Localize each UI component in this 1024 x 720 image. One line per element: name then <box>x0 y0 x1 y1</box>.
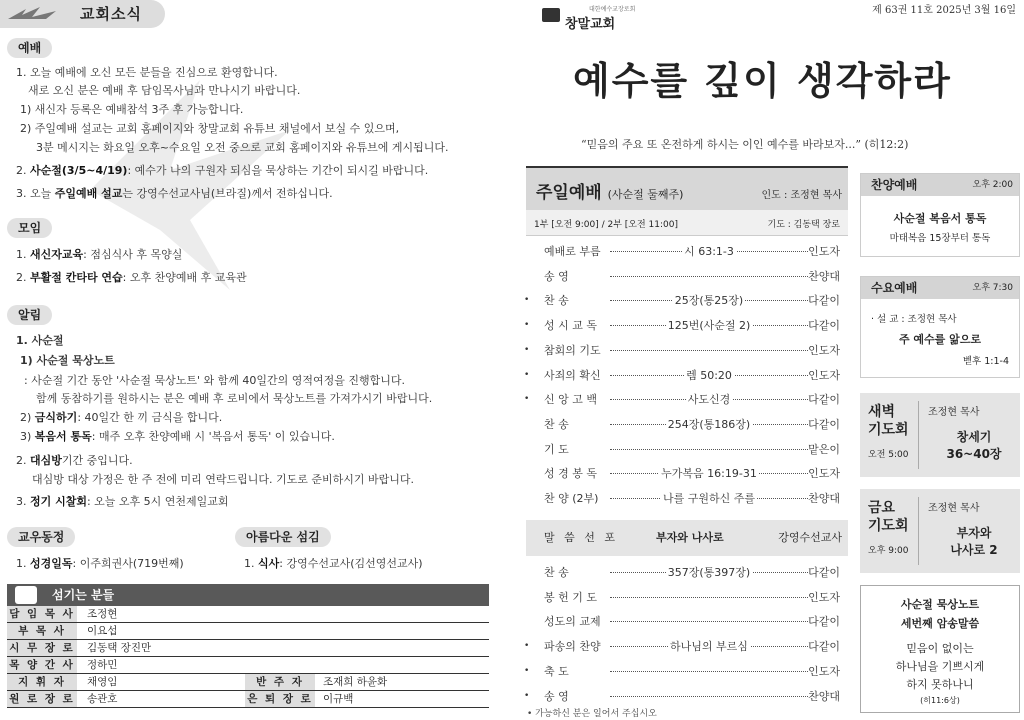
members-row <box>7 623 489 640</box>
order-detail <box>610 635 808 659</box>
fellowship-line: 1. 성경일독: 이주희권사(719번째) <box>16 557 184 570</box>
lent-title-1: 사순절 묵상노트 <box>900 598 980 611</box>
worship-line-5: 3분 메시지는 화요일 오후~수요일 오전 중으로 교회 홈페이지와 유튜브에 게시됩니다. <box>36 141 449 154</box>
sunday-title-text: 주일예배 <box>536 183 602 203</box>
order-row <box>526 265 848 289</box>
notice-9-text: : 오늘 오후 5시 연천제일교회 <box>86 495 229 508</box>
members-row <box>7 606 489 623</box>
order-person: 찬양대 <box>808 492 840 505</box>
members-table <box>7 584 489 708</box>
order-item: 신 앙 고 백 <box>544 393 597 407</box>
praise-time: 오후 2:00 <box>972 180 1013 190</box>
order-item: 송 영 <box>544 269 569 283</box>
fri-title-2: 기도회 <box>868 518 909 534</box>
notice-line-6: 3) 복음서 통독: 매주 오후 찬양예배 시 '복음서 통독' 이 있습니다. <box>20 430 335 443</box>
sunday-title <box>536 178 683 203</box>
worship-line-1: 1. 오늘 예배에 오신 모든 분들을 진심으로 환영합니다. <box>16 66 278 79</box>
bulletin-panel <box>513 0 1024 720</box>
notice-line-1: 1. 사순절 <box>16 334 64 347</box>
order-detail-text: 357장(통397장) <box>667 566 751 579</box>
fellowship-text: : 이주희권사(719번째) <box>72 557 184 570</box>
dawn-text-1: 창세기 <box>956 430 992 444</box>
sunday-order <box>526 166 848 720</box>
stand-marker: • <box>524 369 530 380</box>
praise-service-box <box>860 173 1020 257</box>
meeting-line-1: 1. 새신자교육: 점심식사 후 목양실 <box>16 248 183 261</box>
order-item: 예배로 부름 <box>544 245 601 258</box>
order-row <box>526 413 848 437</box>
church-building-icon <box>542 8 560 22</box>
fellowship-label: 교우동정 <box>7 527 75 547</box>
person: 채영임 <box>87 676 118 688</box>
order-detail-text: 125번(사순절 2) <box>667 319 751 333</box>
praise-title: 찬양예배 <box>871 178 918 192</box>
fri-text-2: 나사로 2 <box>950 543 998 557</box>
stand-marker: • <box>524 690 530 701</box>
order-row <box>526 635 848 659</box>
church-news-panel <box>0 0 497 720</box>
inspection-term: 정기 시찰회 <box>30 495 87 508</box>
divider <box>918 401 919 469</box>
order-person: 다같이 <box>808 417 840 431</box>
person: 이요섭 <box>87 625 118 637</box>
fri-text <box>930 525 1018 559</box>
fri-pastor: 조정현 목사 <box>928 503 980 514</box>
order-detail <box>610 289 808 313</box>
denomination: 대한예수교장로회 <box>589 6 636 13</box>
order-detail-text: 25장(통25장) <box>674 294 744 308</box>
order-row <box>526 586 848 610</box>
members-row <box>7 640 489 657</box>
notice-label: 알림 <box>7 305 52 325</box>
members-row <box>7 691 489 708</box>
wed-scripture: 벧후 1:1-4 <box>962 356 1009 367</box>
service-times: 1부 [오전 9:00] / 2부 [오전 11:00] <box>534 220 679 230</box>
worship-line-7-prefix: 3. 오늘 <box>16 187 55 200</box>
dawn-time: 오전 5:00 <box>868 450 909 460</box>
role: 부 목 사 <box>7 623 77 639</box>
dot-leader <box>610 449 808 450</box>
dot-leader <box>610 597 808 598</box>
praise-line-2: 마태복음 15장부터 통독 <box>889 233 991 244</box>
order-item: 성 시 교 독 <box>544 319 597 333</box>
order-item: 송 영 <box>544 689 569 703</box>
order-detail-text: 나를 구원하신 주를 <box>662 492 755 505</box>
order-person: 다같이 <box>808 393 840 407</box>
person: 이규백 <box>323 693 354 705</box>
order-detail <box>610 240 808 264</box>
dawn-pastor: 조정현 목사 <box>928 407 980 418</box>
reading-term: 복음서 통독 <box>34 430 92 443</box>
notice-line-8: 대심방 대상 가정은 한 주 전에 미리 연락드립니다. 기도로 준비하시기 바랍니다. <box>32 473 414 486</box>
order-person: 찬양대 <box>808 269 840 283</box>
order-person: 인도자 <box>808 245 840 258</box>
sermon-title: 부자와 나사로 <box>656 531 724 544</box>
order-item: 사죄의 확신 <box>544 368 601 382</box>
dot-leader <box>610 621 808 622</box>
meeting-label: 모임 <box>7 218 52 238</box>
order-detail <box>610 388 808 412</box>
order-row <box>526 487 848 511</box>
issue-info: 제 63권 11호 2025년 3월 16일 <box>872 5 1016 16</box>
role: 시 무 장 로 <box>7 640 77 656</box>
person: 정하민 <box>87 659 118 671</box>
order-detail <box>610 413 808 437</box>
order-person: 다같이 <box>808 615 840 629</box>
order-item: 성도의 교제 <box>544 615 601 629</box>
order-person: 다같이 <box>808 319 840 333</box>
lent-verse-1: 믿음이 없이는 <box>906 642 974 655</box>
dawn-title <box>868 403 909 439</box>
dawn-title-2: 기도회 <box>868 422 909 438</box>
order-person: 인도자 <box>808 368 840 382</box>
order-item: 파송의 찬양 <box>544 640 601 654</box>
fri-title-1: 금요 <box>868 500 896 516</box>
order-person: 인도자 <box>808 467 840 481</box>
fellowship-term: 성경일독 <box>30 557 73 570</box>
order-person: 인도자 <box>808 590 840 604</box>
church-name: 창말교회 <box>565 17 616 32</box>
order-item: 찬 양 (2부) <box>544 492 599 505</box>
worship-line-7 <box>16 187 333 201</box>
worship-line-7-text: 는 강영수선교사님(브라질)께서 전하십니다. <box>122 187 333 200</box>
dawn-text <box>930 429 1018 463</box>
role: 담 임 목 사 <box>7 606 77 622</box>
order-row <box>526 240 848 264</box>
order-item: 봉 헌 기 도 <box>544 590 597 604</box>
prayer-leader: 기도 : 김동택 장로 <box>767 220 840 230</box>
sermon-speaker: 강영수선교사 <box>778 531 842 544</box>
lent-verse-3: 하지 못하나니 <box>906 678 974 691</box>
order-row <box>526 685 848 709</box>
order-row <box>526 289 848 313</box>
members-title: 섬기는 분들 <box>52 588 115 602</box>
order-person: 다같이 <box>808 294 840 308</box>
sunday-header <box>526 168 848 210</box>
notice-line-3: : 사순절 기간 동안 '사순절 묵상노트' 와 함께 40일간의 영적여정을 진행합니다. <box>24 374 405 387</box>
stand-marker: • <box>524 344 530 355</box>
order-person: 인도자 <box>808 343 840 357</box>
lent-ref: (히11:6상) <box>920 696 960 705</box>
dawn-prayer-box <box>860 393 1020 477</box>
meeting-line-2: 2. 부활절 칸타타 연습: 오후 찬양예배 후 교육관 <box>16 271 247 284</box>
sunday-leader: 인도 : 조정현 목사 <box>761 190 842 201</box>
dot-leader <box>610 276 808 277</box>
meeting-2-term: 부활절 칸타타 연습 <box>30 271 123 284</box>
order-person: 맡은이 <box>808 442 840 456</box>
sharing-line: 1. 식사: 강영수선교사(김선영선교사) <box>244 557 423 570</box>
worship-line-2: 새로 오신 분은 예배 후 담임목사님과 만나시기 바랍니다. <box>28 84 301 97</box>
order-detail-text: 누가복음 16:19-31 <box>661 467 757 481</box>
order-detail <box>610 314 808 338</box>
order-row <box>526 364 848 388</box>
dot-leader <box>610 671 808 672</box>
members-header <box>7 584 489 606</box>
order-row <box>526 561 848 585</box>
order-item: 기 도 <box>544 442 569 456</box>
sunday-subtitle: (사순절 둘째주) <box>607 188 684 201</box>
meeting-2-text: : 오후 찬양예배 후 교육관 <box>122 271 247 284</box>
order-detail <box>610 364 808 388</box>
meeting-1-term: 새신자교육 <box>30 248 84 261</box>
notice-6-text: : 매주 오후 찬양예배 시 '복음서 통독' 이 있습니다. <box>91 430 335 443</box>
person: 송관호 <box>87 693 118 705</box>
fasting-term: 금식하기 <box>34 411 78 424</box>
wed-header <box>861 277 1019 299</box>
fri-time: 오후 9:00 <box>868 546 909 556</box>
dot-leader <box>610 696 808 697</box>
order-detail-text: 렘 50:20 <box>686 368 732 382</box>
person: 김동택 장진만 <box>87 642 152 654</box>
order-row <box>526 462 848 486</box>
church-brand <box>565 4 635 32</box>
role: 반 주 자 <box>245 674 315 690</box>
wed-sermon-title: 주 예수를 앎으로 <box>898 333 982 346</box>
order-person: 다같이 <box>808 566 840 579</box>
order-detail-text: 254장(통186장) <box>667 417 751 431</box>
order-item: 찬 송 <box>544 294 569 308</box>
order-row <box>526 438 848 462</box>
notice-7-text: 기간 중입니다. <box>61 454 133 467</box>
worship-line-3: 1) 새신자 등록은 예배참석 3주 후 가능합니다. <box>20 103 244 116</box>
order-person: 다같이 <box>808 640 840 654</box>
lent-term: 사순절(3/5~4/19) <box>30 164 128 177</box>
role: 목 양 간 사 <box>7 657 77 673</box>
theme-verse: “믿음의 주요 또 온전하게 하시는 이인 예수를 바라보자...” (히12:2) <box>581 138 909 151</box>
dot-leader <box>610 350 808 351</box>
stand-marker: • <box>524 295 530 306</box>
praise-header <box>861 174 1019 196</box>
order-item: 찬 송 <box>544 417 569 431</box>
person: 조정현 <box>87 608 118 620</box>
fri-text-1: 부자와 <box>956 526 992 540</box>
worship-label: 예배 <box>7 38 52 58</box>
worship-line-6-text: : 예수가 나의 구원자 되심을 묵상하는 기간이 되시길 바랍니다. <box>127 164 429 177</box>
role: 원 로 장 로 <box>7 691 77 707</box>
sermon-label: 말 씀 선 포 <box>544 531 618 544</box>
sunday-times-row <box>526 210 848 236</box>
sharing-text: : 강영수선교사(김선영선교사) <box>279 557 423 570</box>
sermon-row <box>526 520 848 556</box>
notice-line-2: 1) 사순절 묵상노트 <box>20 354 115 367</box>
order-detail <box>610 487 808 511</box>
order-item: 축 도 <box>544 664 569 678</box>
order-row <box>526 388 848 412</box>
news-title: 교회소식 <box>80 5 142 23</box>
notice-line-5: 2) 금식하기: 40일간 한 끼 금식을 합니다. <box>20 411 223 424</box>
order-item: 참회의 기도 <box>544 343 601 357</box>
order-row <box>526 610 848 634</box>
members-row <box>7 674 489 691</box>
dove-logo-icon <box>6 5 64 23</box>
meeting-1-text: : 점심식사 후 목양실 <box>83 248 183 261</box>
wed-time: 오후 7:30 <box>972 283 1013 293</box>
order-row <box>526 339 848 363</box>
order-detail <box>610 462 808 486</box>
order-detail-text: 시 63:1-3 <box>684 245 734 258</box>
stand-marker: • <box>524 320 530 331</box>
dawn-text-2: 36~40장 <box>946 447 1002 461</box>
worship-line-4: 2) 주일예배 설교는 교회 홈페이지와 창말교회 유튜브 채널에서 보실 수 있으며, <box>20 122 400 135</box>
order-item: 찬 송 <box>544 566 569 579</box>
lent-title-2: 세번째 암송말씀 <box>900 617 980 630</box>
order-row <box>526 660 848 684</box>
notice-line-7: 2. 대심방기간 중입니다. <box>16 454 133 467</box>
visitation-term: 대심방 <box>30 454 62 467</box>
wednesday-service-box <box>860 276 1020 378</box>
cross-icon <box>15 586 37 604</box>
sharing-label: 아름다운 섬김 <box>235 527 331 547</box>
role: 지 휘 자 <box>7 674 77 690</box>
worship-line-6: 2. 사순절(3/5~4/19): 예수가 나의 구원자 되심을 묵상하는 기간이 되시길 바랍니다. <box>16 164 429 177</box>
lent-memory-box <box>860 585 1020 713</box>
order-person: 찬양대 <box>808 689 840 703</box>
bulletin-title: 예수를 깊이 생각하라 <box>573 58 952 103</box>
order-item: 성 경 봉 독 <box>544 467 597 481</box>
lent-verse-2: 하나님을 기쁘시게 <box>895 660 985 673</box>
friday-prayer-box <box>860 489 1020 573</box>
order-person: 인도자 <box>808 664 840 678</box>
order-row <box>526 314 848 338</box>
order-detail <box>610 561 808 585</box>
fri-title <box>868 499 909 535</box>
stand-marker: • <box>524 665 530 676</box>
stand-marker: • <box>524 641 530 652</box>
role: 은 퇴 장 로 <box>245 691 315 707</box>
notice-5-text: : 40일간 한 끼 금식을 합니다. <box>77 411 223 424</box>
order-detail-text: 사도신경 <box>687 393 731 407</box>
dawn-title-1: 새벽 <box>868 404 896 420</box>
sharing-term: 식사 <box>258 557 280 570</box>
standing-note: • 가능하신 분은 일어서 주십시오 <box>527 709 657 719</box>
sermon-term: 주일예배 설교 <box>54 187 123 200</box>
wed-preacher: · 설 교 : 조정현 목사 <box>871 314 957 325</box>
praise-line-1: 사순절 복음서 통독 <box>893 212 987 225</box>
wed-title: 수요예배 <box>871 281 918 295</box>
notice-line-9: 3. 정기 시찰회: 오늘 오후 5시 연천제일교회 <box>16 495 229 508</box>
person: 조재희 하윤화 <box>323 676 388 688</box>
stand-marker: • <box>524 394 530 405</box>
divider <box>918 497 919 565</box>
order-detail-text: 하나님의 부르심 <box>670 640 748 654</box>
news-header <box>0 0 165 28</box>
members-row <box>7 657 489 674</box>
notice-line-4: 함께 동참하기를 원하시는 분은 예배 후 로비에서 묵상노트를 가져가시기 바랍니다. <box>36 392 433 405</box>
